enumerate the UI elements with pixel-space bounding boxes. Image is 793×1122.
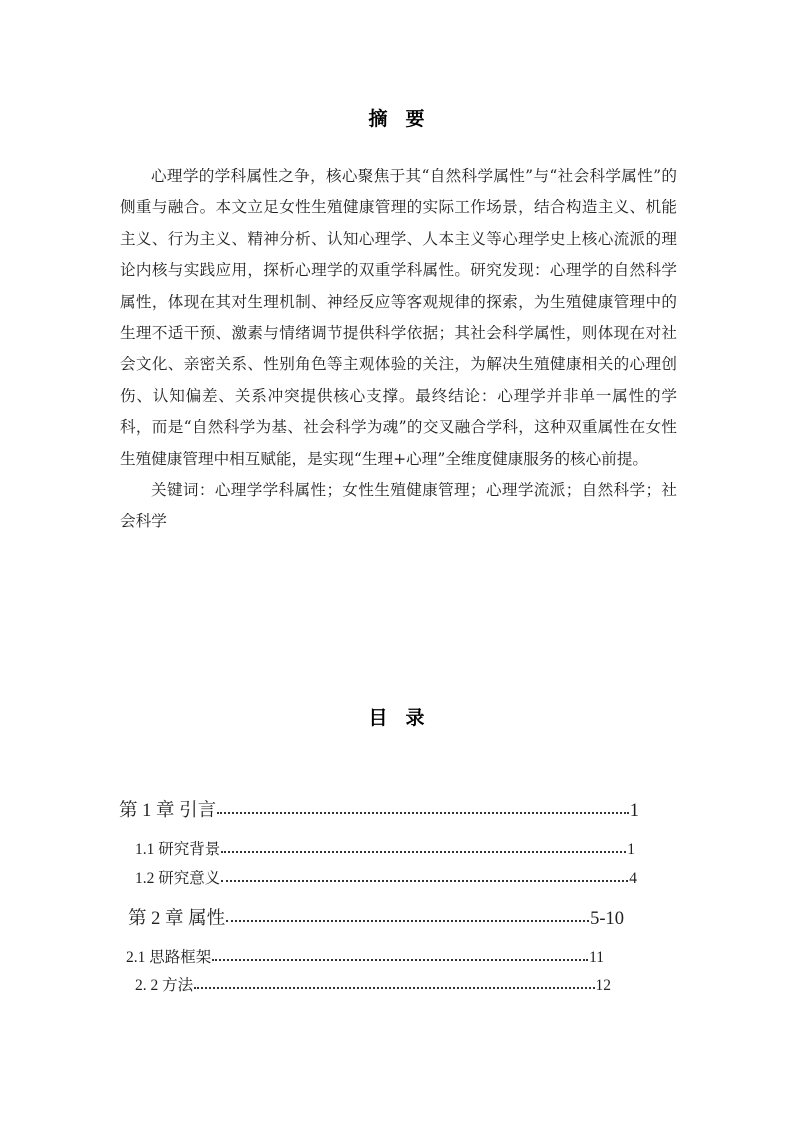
toc-leader-dots [226,920,589,922]
toc-entry-chapter-1[interactable] [119,796,639,822]
keywords-value: 心理学学科属性；女性生殖健康管理；心理学流派；自然科学；社会科学 [120,481,677,531]
toc-entry-label: 2.1 思路框架 [126,949,212,966]
toc-page-number: 4 [629,870,637,887]
abstract-title [0,104,793,131]
toc-leader-dots [217,812,629,814]
keywords-label: 关键词： [151,481,215,499]
toc-entry-label: 1.1 研究背景 [135,841,221,858]
toc-entry-section-1-2[interactable] [135,866,637,888]
toc-entry-section-2-1[interactable] [126,945,604,967]
toc-entry-section-2-2[interactable] [135,973,611,995]
toc-leader-dots [221,851,626,853]
toc-page-number: 5-10 [590,909,624,929]
toc-entry-label: 第 1 章 引言 [119,801,217,821]
toc-title [0,703,793,730]
toc-entry-label: 1.2 研究意义 [135,870,221,887]
toc-leader-dots [221,880,628,882]
toc-page-number: 1 [627,841,635,858]
toc-page-number: 12 [595,977,611,994]
toc-leader-dots [212,959,588,961]
toc-leader-dots [194,987,594,989]
toc-page-number: 11 [589,949,604,966]
abstract-title-text: 摘要 [368,108,443,130]
abstract-paragraph: 心理学的学科属性之争，核心聚焦于其“自然科学属性”与“社会科学属性”的侧重与融合。本文立足女性生殖健康管理的实际工作场景，结合构造主义、机能主义、行为主义、精神分析、认知心理学、人本主义等心理学史上核心流派的理论内核与实践应用，探析心理学的双重学科属性。研究发现：心理学的自然科学属性，体现在其对生理机制、神经反应等客观规律的探索，为生殖健康管理中的生理不适干预、激素与情绪调节提供科学依据；其社会科学属性，则体现在对社会文化、亲密关系、性别角色等主观体验的关注，为解决生殖健康相关的心理创伤、认知偏差、关系冲突提供核心支撑。最终结论：心理学并非单一属性的学科，而是“自然科学为基、社会科学为魂”的交叉融合学科，这种双重属性在女性生殖健康管理中相互赋能，是实现“生理+心理”全维度健康服务的核心前提。 [120,167,677,468]
toc-entry-label: 第 2 章 属性 [128,909,226,929]
toc-entry-label: 2. 2 方法 [135,977,194,994]
toc-entry-chapter-2[interactable] [128,904,624,930]
toc-title-text: 目录 [368,707,443,729]
toc-entry-section-1-1[interactable] [135,837,635,859]
keywords-paragraph [120,475,677,538]
toc-page-number: 1 [629,801,639,821]
